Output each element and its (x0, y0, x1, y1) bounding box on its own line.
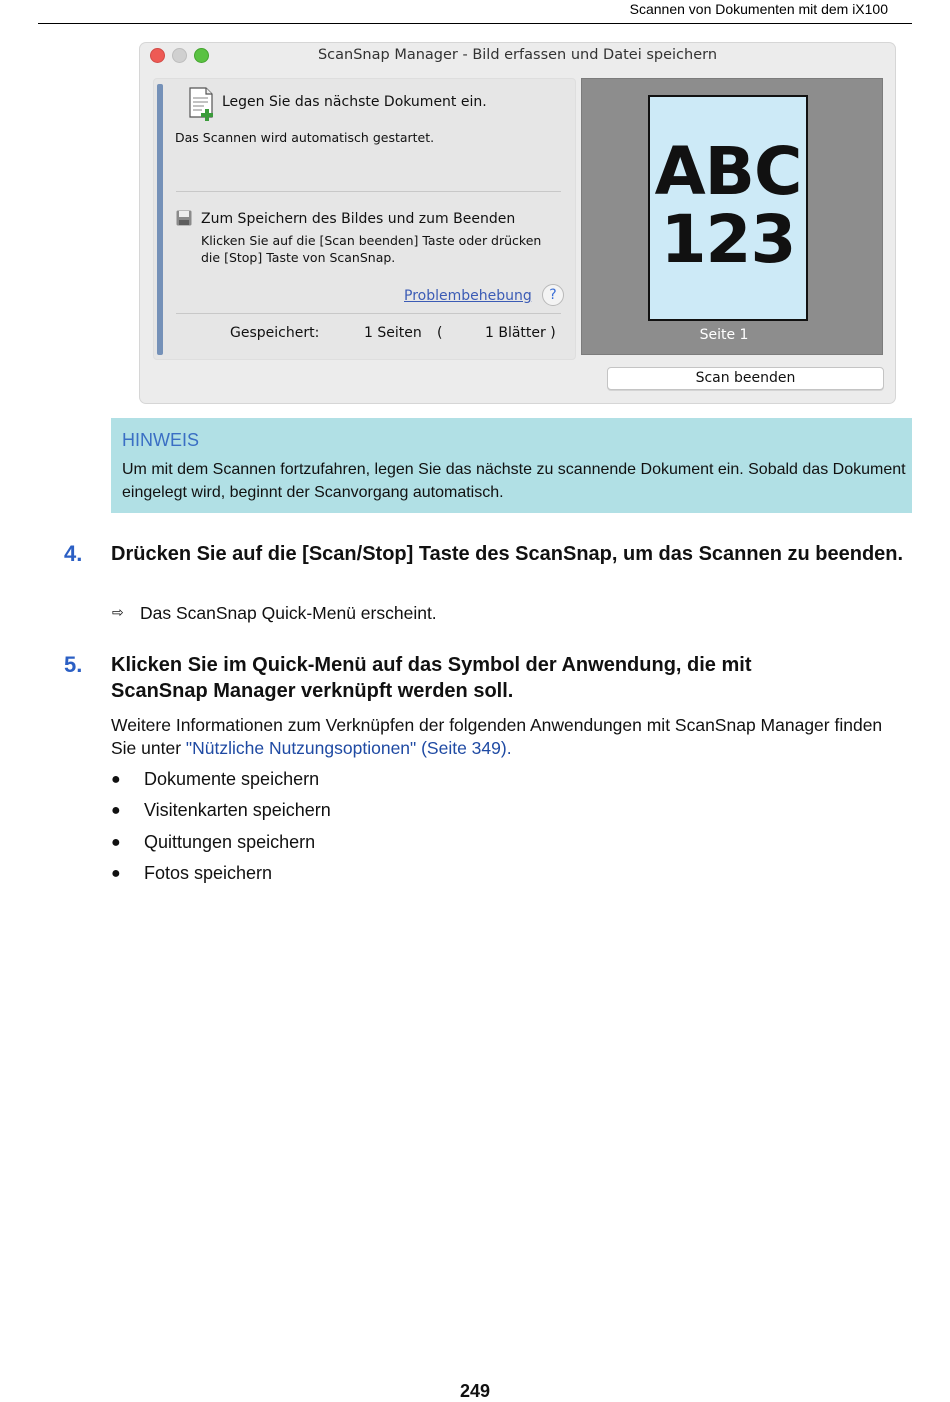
add-document-icon (187, 87, 217, 121)
step-body-text (111, 714, 911, 760)
preview-page-label: Seite 1 (699, 327, 749, 343)
step-body-prefix: Weitere Informationen zum Verknüpfen der folgenden Anwendungen mit ScanSnap Manager finden Sie unter (111, 715, 883, 758)
floppy-disk-icon (176, 210, 192, 226)
divider (176, 191, 561, 192)
list-item: Dokumente speichern (144, 769, 320, 789)
step-number: 4. (64, 541, 83, 566)
saved-sheets-count: 1 Blätter ) (485, 325, 556, 341)
header-rule (38, 23, 912, 24)
list-item: Visitenkarten speichern (144, 800, 331, 820)
step-number: 5. (64, 652, 83, 677)
save-instructions: Klicken Sie auf die [Scan beenden] Taste oder drücken die [Stop] Taste von ScanSnap. (201, 233, 542, 265)
step-title: Drücken Sie auf die [Scan/Stop] Taste des ScanSnap, um das Scannen zu beenden. (111, 543, 904, 565)
preview-page (648, 95, 808, 321)
running-header: Scannen von Dokumenten mit dem iX100 (629, 1, 888, 17)
scan-preview (581, 78, 883, 355)
preview-text-abc: ABC (654, 133, 802, 210)
bullet-icon: ● (111, 865, 121, 882)
saved-label: Gespeichert: (230, 325, 320, 341)
bullet-icon: ● (111, 802, 121, 819)
note-text: Um mit dem Scannen fortzufahren, legen Sie das nächste zu scannende Dokument ein. Sobald das Dokument eingelegt wird, beginnt der Scanvorgang automatisch. (122, 461, 906, 501)
scansnap-window-screenshot (140, 43, 895, 403)
step-result-text: Das ScanSnap Quick-Menü erscheint. (140, 603, 437, 623)
cross-reference-link[interactable]: "Nützliche Nutzungsoptionen" (Seite 349). (185, 738, 512, 758)
step-title: Klicken Sie im Quick-Menü auf das Symbol der Anwendung, die mit ScanSnap Manager verknüpft werden soll. (111, 654, 752, 702)
next-document-title: Legen Sie das nächste Dokument ein. (222, 94, 487, 110)
bullet-icon: ● (111, 771, 121, 788)
troubleshooting-link[interactable]: Problembehebung (404, 288, 532, 304)
saved-pages-count: 1 Seiten (364, 325, 422, 341)
result-arrow-icon: ⇨ (112, 604, 124, 620)
saved-paren: ( (437, 325, 443, 341)
window-title: ScanSnap Manager - Bild erfassen und Datei speichern (317, 47, 718, 63)
scan-end-button[interactable]: Scan beenden (607, 367, 884, 390)
bullet-icon: ● (111, 834, 121, 851)
preview-text-123: 123 (660, 201, 796, 278)
panel-accent-bar (157, 84, 163, 355)
list-item: Fotos speichern (144, 863, 273, 883)
save-title: Zum Speichern des Bildes und zum Beenden (201, 211, 516, 227)
list-item: Quittungen speichern (144, 832, 316, 852)
note-title: HINWEIS (122, 430, 200, 450)
divider (176, 313, 561, 314)
help-button[interactable]: ? (542, 284, 564, 306)
note-box (111, 418, 912, 513)
auto-start-text: Das Scannen wird automatisch gestartet. (175, 130, 435, 145)
page-number: 249 (459, 1381, 491, 1401)
status-panel (153, 78, 576, 360)
